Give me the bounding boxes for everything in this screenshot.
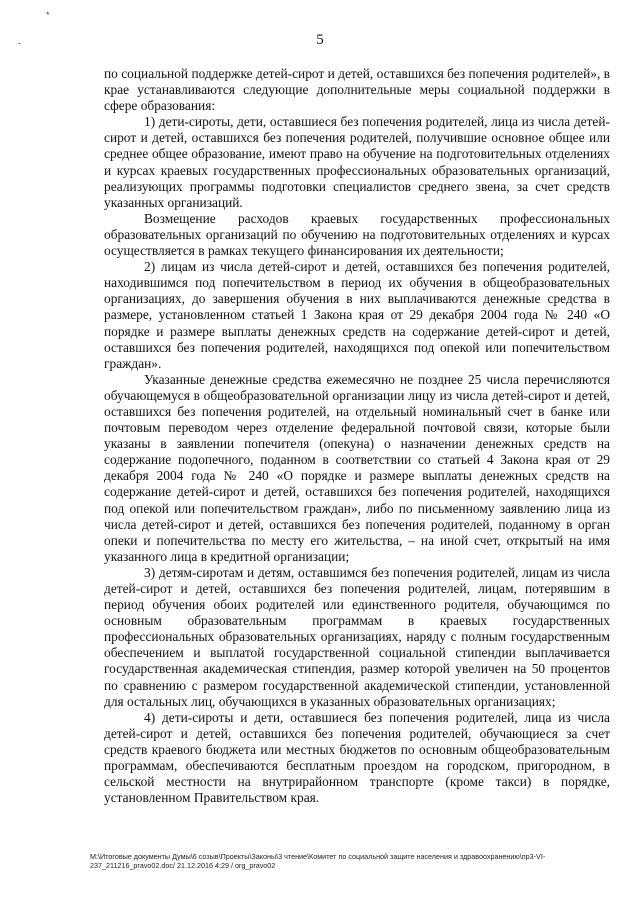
paragraph-item-3: 3) детям-сиротам и детям, оставшимся без попечения родителей, лицам из числа детей-сирот и детей, оставшихся без попечения родителей, лицам, потерявшим в период обучения обоих родителей или единственного родителя, обучающимся по основным образовательным программам в краевых государственных профессиональных образовательных организациях, наряду с полным государственным обеспечением и выплатой государственной социальной стипендии выплачивается государственная академическая стипендия, размер которой увеличен на 50 процентов по сравнению с размером государственной академической стипендии, установленной для остальных лиц, обучающихся в указанных образовательных организациях; (104, 564, 610, 709)
margin-mark-top: * (46, 10, 50, 20)
paragraph-item-2: 2) лицам из числа детей-сирот и детей, оставшихся без попечения родителей, находившимся под попечительством в период их обучения в общеобразовательных организациях, до завершения обучения в них выплачиваются денежные средства в размере, установленном статьей 1 Закона края от 29 декабря 2004 года № 240 «О порядке и размере выплаты денежных средств на содержание детей-сирот и детей, оставшихся без попечения родителей, находящихся под опекой или попечительством граждан». (104, 259, 610, 371)
paragraph-item-4: 4) дети-сироты и дети, оставшиеся без попечения родителей, лица из числа детей-сирот и детей, оставшихся без попечения родителей, обучающиеся за счет средств краевого бюджета или местных бюджетов по основным общеобразовательным программам, обеспечиваются бесплатным проездом на городском, пригородном, в сельской местности на внутрирайонном транспорте (кроме такси) в порядке, установленном Правительством края. (104, 709, 610, 806)
paragraph-item-1: 1) дети-сироты, дети, оставшиеся без попечения родителей, лица из числа детей-сирот и детей, оставшихся без попечения родителей, получившие основное общее или среднее общее образование, имеют право на обучение на подготовительных отделениях и курсах краевых государственных профессиональных образовательных организаций, реализующих программы подготовки специалистов среднего звена, за счет средств указанных организаций. (104, 114, 610, 210)
paragraph-payment-details: Указанные денежные средства ежемесячно не позднее 25 числа перечисляются обучающемуся в общеобразовательной организации лицу из числа детей-сирот и детей, оставшихся без попечения родителей, на отдельный номинальный счет в банке или почтовым переводом через отделение федеральной почтовой связи, которые были указаны в заявлении попечителя (опекуна) о назначении денежных средств на содержание подопечного, поданном в соответствии со статьей 4 Закона края от 29 декабря 2004 года № 240 «О порядке и размере выплаты денежных средств на содержание детей-сирот и детей, оставшихся без попечения родителей, находящихся под опекой или попечительством граждан», либо по письменному заявлению лица из числа детей-сирот и детей, оставшихся без попечения родителей, поданному в орган опеки и попечительства по месту его жительства, – на иной счет, открытый на имя указанного лица в кредитной организации; (104, 371, 610, 564)
footer-file-path: M:\Итоговые документы Думы\6 созыв\Проекты\Законы\3 чтение\Комитет по социальной защите населения и здравоохранению\пр3-VI-237_211216_pravo02.doc/ 21.12.2016 4:29 / org_pravo02 (90, 852, 546, 870)
paragraph-reimbursement: Возмещение расходов краевых государственных профессиональных образовательных организаций по обучению на подготовительных отделениях и курсах осуществляется в рамках текущего финансирования их деятельности; (104, 210, 610, 259)
margin-mark-left: - (18, 38, 21, 48)
page-number: 5 (316, 32, 324, 48)
document-body (104, 66, 610, 806)
paragraph-intro: по социальной поддержке детей-сирот и детей, оставшихся без попечения родителей», в крае устанавливаются следующие дополнительные меры социальной поддержки в сфере образования: (104, 66, 610, 114)
